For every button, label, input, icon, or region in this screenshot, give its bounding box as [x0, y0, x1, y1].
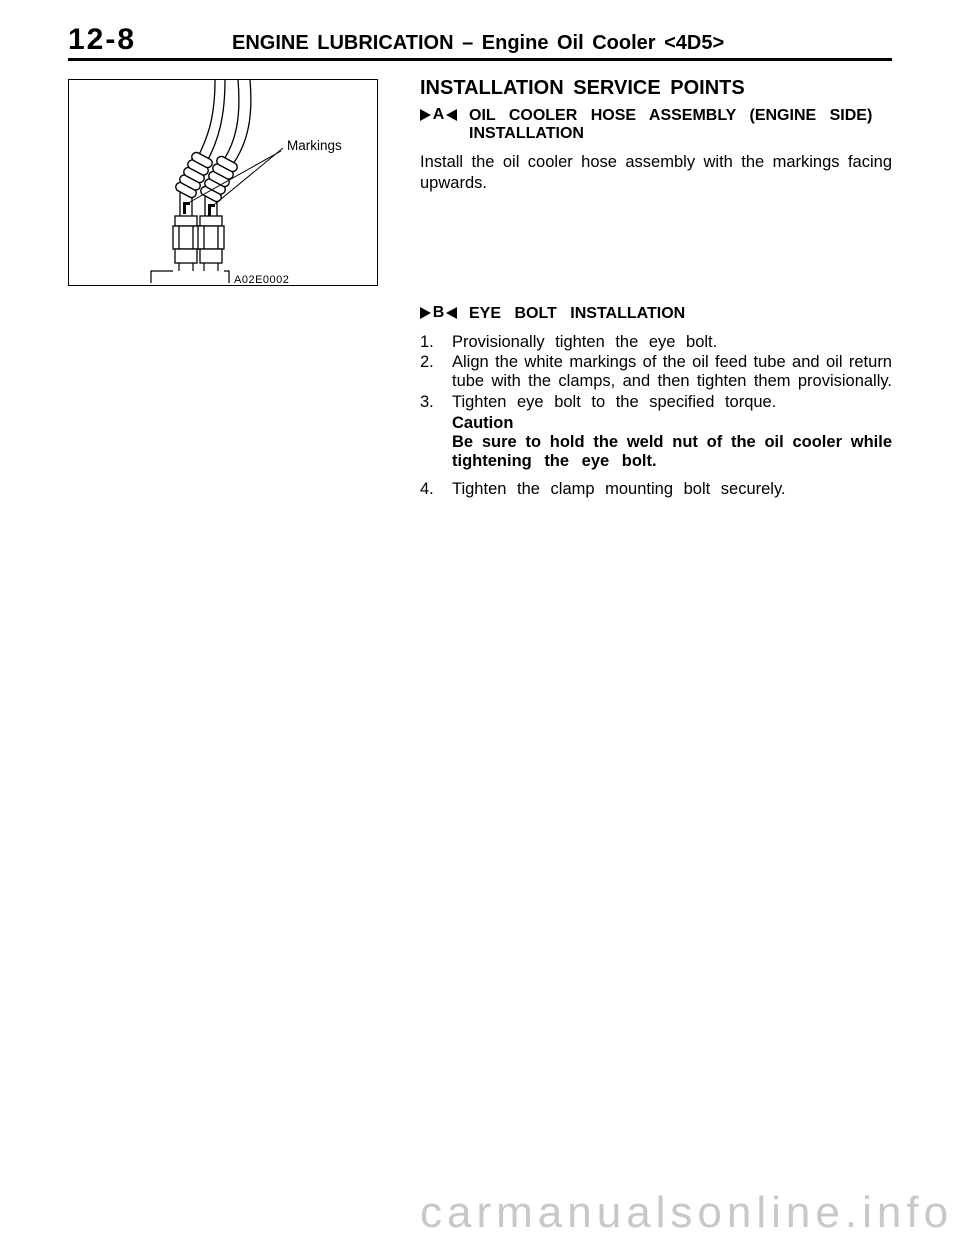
step-item [420, 480, 892, 500]
step-item [420, 393, 892, 413]
nut-hex-body [198, 226, 224, 249]
base-bracket-left [151, 271, 173, 283]
service-point-a-body [420, 152, 892, 193]
step-number: 2. [420, 352, 434, 371]
caution-text-line: tightening the eye bolt. [452, 451, 657, 470]
hose-right-edge-inner [231, 80, 251, 166]
body-line: upwards. [420, 173, 487, 192]
body-line: Install the oil cooler hose assembly with the markings facing [420, 153, 892, 171]
page-number: 12-8 [68, 23, 137, 56]
service-point-b-marker [420, 304, 457, 321]
topic-title: Engine Oil Cooler <4D5> [481, 32, 725, 54]
step-number: 3. [420, 392, 434, 411]
triangle-right-icon [420, 307, 431, 319]
marking-right-bar [208, 204, 211, 216]
triangle-left-icon [446, 109, 457, 121]
service-point-a-heading [469, 107, 872, 143]
header-rule [68, 58, 892, 61]
step-text-line: Provisionally tighten the eye bolt. [452, 332, 718, 351]
marking-left-bar [183, 202, 186, 214]
step-number: 4. [420, 479, 434, 498]
step-item [420, 333, 892, 353]
site-watermark: carmanualsonline.info [420, 1188, 954, 1237]
triangle-left-icon [446, 307, 457, 319]
figure-code: A02E0002 [234, 274, 290, 285]
heading-line: INSTALLATION [469, 124, 584, 142]
caution-note [420, 414, 892, 471]
chapter-title: ENGINE LUBRICATION [232, 32, 454, 54]
step-item [420, 353, 892, 392]
nut-lower-body [175, 249, 197, 263]
triangle-left-shape [446, 307, 457, 319]
alignment-markings [183, 202, 215, 216]
page-header-title [232, 32, 724, 54]
mounting-base [151, 263, 229, 283]
step-text-line: Tighten eye bolt to the specified torque. [452, 392, 777, 411]
base-stubs [179, 263, 218, 271]
hose-left-edge-inner [206, 80, 225, 162]
service-point-a-marker [420, 106, 457, 123]
nut-lower-body [200, 249, 222, 263]
marking-right-tick [211, 204, 215, 207]
heading-line: OIL COOLER HOSE ASSEMBLY (ENGINE SIDE) [469, 106, 873, 124]
triangle-left-shape [446, 109, 457, 121]
title-separator: – [462, 32, 474, 54]
triangle-right-icon [420, 109, 431, 121]
triangle-right-shape [420, 109, 431, 121]
caution-text-line: Be sure to hold the weld nut of the oil cooler while [452, 432, 892, 451]
hoses [198, 80, 251, 166]
marking-left-tick [186, 202, 190, 205]
nut-collar [200, 216, 222, 226]
service-point-b-heading: EYE BOLT INSTALLATION [469, 304, 686, 322]
step-number: 1. [420, 332, 434, 351]
eye-bolt-nut-right [198, 216, 224, 263]
step-text-line: Align the white markings of the oil feed tube and oil return [452, 352, 892, 371]
section-title: INSTALLATION SERVICE POINTS [420, 77, 745, 99]
base-bracket-right [224, 271, 229, 283]
oil-cooler-hose-illustration [69, 80, 377, 285]
eye-bolt-nut-left [173, 216, 199, 263]
caution-label: Caution [452, 413, 514, 432]
figure-frame [68, 79, 378, 286]
service-point-b-letter: B [432, 304, 445, 321]
step-text-line: tube with the clamps, and then tighten them provisionally. [452, 372, 892, 390]
nut-collar [175, 216, 197, 226]
markings-callout: Markings [287, 138, 342, 153]
service-point-a-letter: A [432, 106, 445, 123]
hose-left-edge-outer [198, 80, 215, 158]
triangle-right-shape [420, 307, 431, 319]
nut-hex-body [173, 226, 199, 249]
step-text-line: Tighten the clamp mounting bolt securely. [452, 479, 786, 498]
